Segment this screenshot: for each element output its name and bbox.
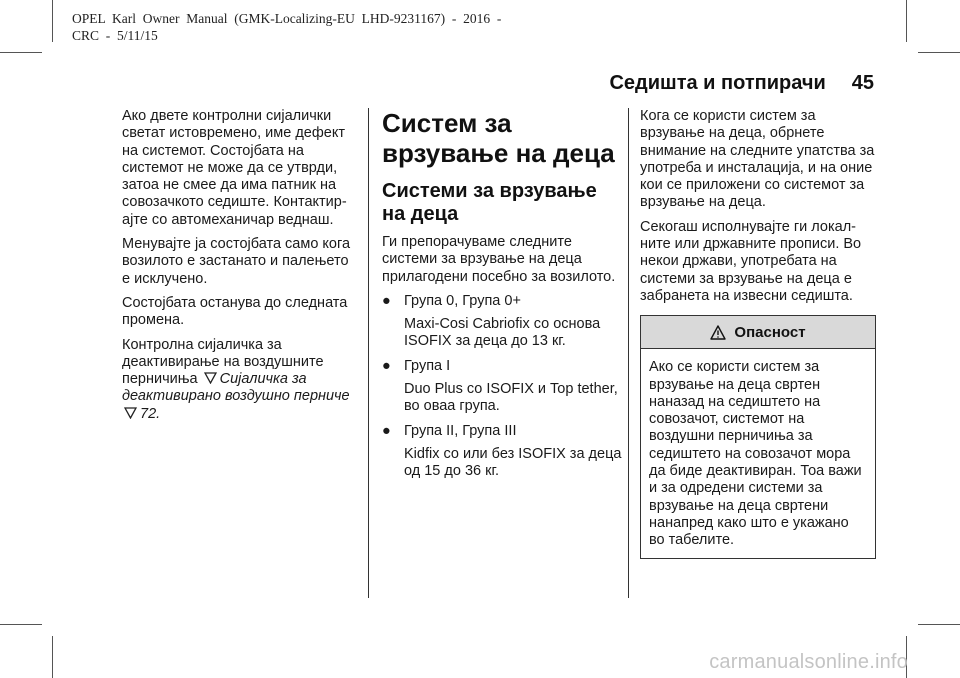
page-number: 45 [851, 72, 874, 94]
paragraph: Секогаш исполнувајте ги локал-ните или државните прописи. Во некои држави, употребата на системи за врзување на деца е забранета на извесни седишта. [640, 218, 862, 304]
group-label: Група 0, Група 0+ [404, 292, 521, 309]
crop-mark [918, 624, 960, 625]
warning-title: Опасност [734, 323, 806, 341]
column-divider [628, 108, 629, 598]
crop-mark [906, 0, 907, 42]
section-heading: Систем за врзување на деца [382, 108, 615, 168]
paragraph: Кога се користи систем за врзување на деца, обрнете внимание на следните упатства за употреба и инсталација, и на оние кои се приложени со системот за врзување на деца. [640, 108, 875, 211]
crop-mark [918, 52, 960, 53]
section-title: Седишта и потпирачи [609, 72, 826, 94]
paragraph: Ако двете контролни сијалички светат истовремено, име дефект на системот. Состојбата на системот не може да се утврди, затоа не смее да има патник на совозачкото седиште. Контактир-ајте со автомеханичар веднаш. [122, 108, 347, 228]
crop-mark [52, 0, 53, 42]
list-item [382, 423, 622, 481]
group-detail: Maxi-Cosi Cabriofix со основа ISOFIX за деца до 13 кг. [404, 316, 601, 350]
running-header [609, 72, 874, 95]
meta-line-1: OPEL Karl Owner Manual (GMK-Localizing-EU LHD-9231167) - 2016 - [72, 11, 502, 26]
column-left [122, 108, 354, 430]
paragraph: Менувајте ја состојбата само кога возилото е застанато и палењето е исклучено. [122, 236, 351, 287]
list-item [382, 358, 622, 416]
paragraph-text: Контролна сијаличка за деактивирање на воздушните перничиња [122, 336, 324, 388]
warning-box [640, 315, 876, 558]
warning-triangle-icon [710, 325, 726, 340]
crop-mark [0, 624, 42, 625]
group-list [382, 293, 622, 481]
subsection-heading: Системи за врзување на деца [382, 180, 597, 225]
watermark: carmanualsonline.info [709, 651, 908, 673]
group-label: Група II, Група III [404, 422, 517, 439]
list-item [382, 293, 622, 351]
column-middle [382, 108, 622, 488]
warning-body: Ако се користи систем за врзување на деца свртен наназад на седиштето на совозачот, системот на воздушни перничиња за седиштето на совозачот мора да биде деактивиран. Тоа важи и за одредени системи за врзување на деца свртени нанапред како што е укажано во табелите. [649, 359, 862, 549]
bullet: ● [382, 292, 391, 309]
crop-mark [0, 52, 42, 53]
reference-page[interactable]: 72. [140, 405, 161, 422]
page-reference-icon [204, 371, 217, 384]
print-meta-header [72, 10, 501, 44]
group-label: Група I [404, 357, 451, 374]
column-divider [368, 108, 369, 598]
warning-header [641, 316, 875, 349]
reference-link[interactable]: Сијаличка за деактивирано воздушно перниче [122, 371, 350, 405]
bullet: ● [382, 422, 391, 439]
column-right [640, 108, 876, 559]
group-detail: Duo Plus со ISOFIX и Top tether, во оваа група. [404, 381, 618, 415]
paragraph: Состојбата останува до следната промена. [122, 294, 348, 329]
meta-line-2: CRC - 5/11/15 [72, 28, 158, 43]
intro-paragraph: Ги препорачуваме следните системи за врзување на деца прилагодени посебно за возилото. [382, 234, 616, 285]
bullet: ● [382, 357, 391, 374]
page-reference-icon [124, 406, 137, 419]
group-detail: Kidfix со или без ISOFIX за деца од 15 до 36 кг. [404, 445, 622, 480]
crop-mark [52, 636, 53, 678]
paragraph-with-reference [122, 337, 354, 423]
